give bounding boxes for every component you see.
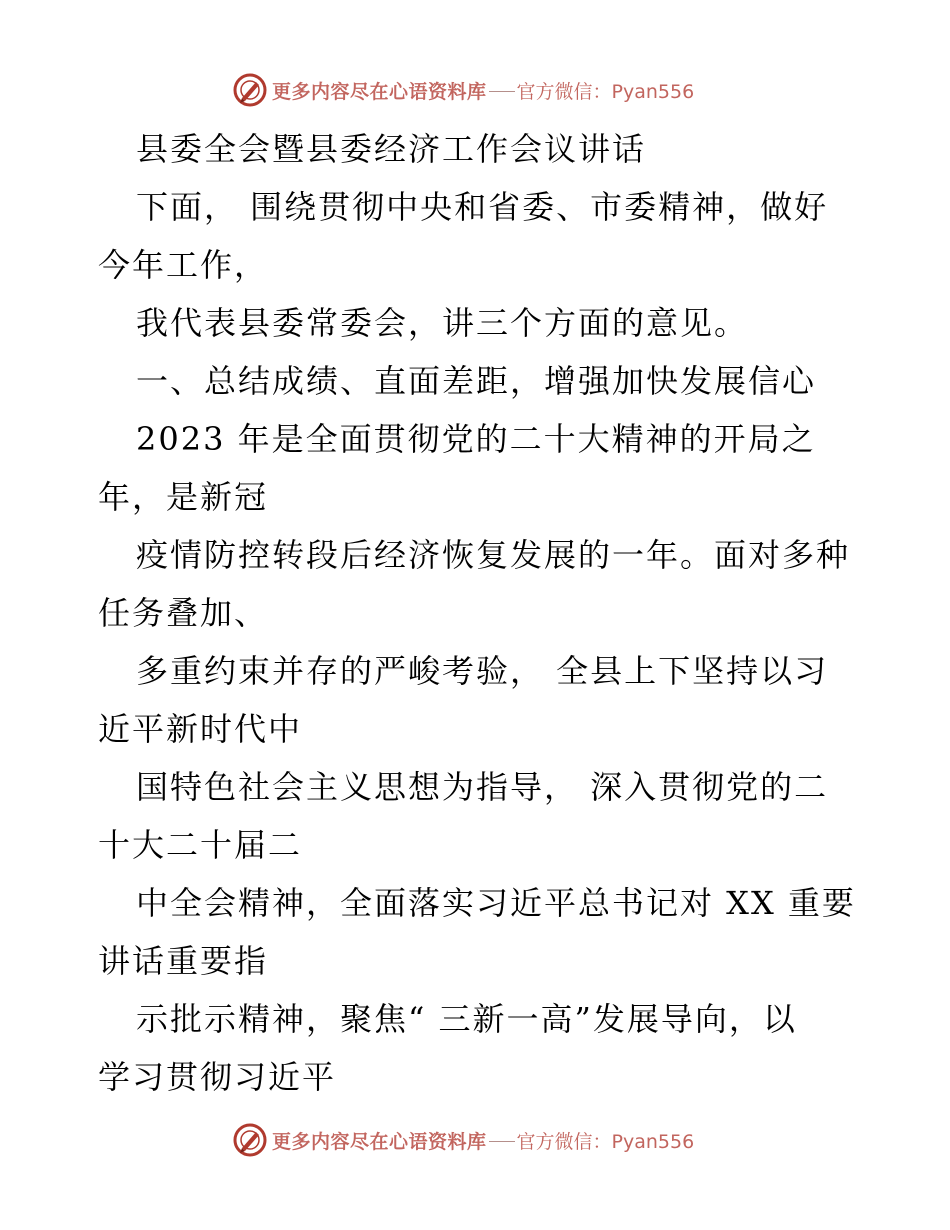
watermark-wechat-text: 官方微信：Pyan556 (516, 1130, 695, 1153)
watermark-site-text: 更多内容尽在心语资料库 (272, 1130, 487, 1153)
watermark-separator (489, 91, 515, 92)
paragraph-line: 示批示精神，聚焦“ 三新一高”发展导向，以 (136, 1000, 797, 1038)
paragraph-line: 学习贯彻习近平 (98, 1058, 337, 1096)
paragraph-line: 十大二十届二 (98, 826, 303, 864)
document-title: 县委全会暨县委经济工作会议讲话 (136, 130, 647, 168)
paragraph-line: 2023 年是全面贯彻党的二十大精神的开局之 (136, 420, 816, 458)
paragraph-line: 国特色社会主义思想为指导， 深入贯彻党的二 (136, 768, 829, 806)
paragraph-line: 疫情防控转段后经济恢复发展的一年。面对多种 (136, 536, 851, 574)
paragraph-line: 今年工作， (98, 246, 269, 284)
paragraph-line: 我代表县委常委会，讲三个方面的意见。 (136, 304, 749, 342)
watermark-banner-top (232, 72, 694, 108)
paragraph-line: 任务叠加、 (98, 594, 269, 632)
paragraph-line: 中全会精神，全面落实习近平总书记对 XX 重要 (136, 884, 856, 922)
paragraph-line: 近平新时代中 (98, 710, 303, 748)
paragraph-line: 多重约束并存的严峻考验， 全县上下坚持以习 (136, 652, 829, 690)
watermark-wechat-text: 官方微信：Pyan556 (516, 80, 695, 103)
section-heading: 一、总结成绩、直面差距，增强加快发展信心 (136, 362, 817, 400)
watermark-site-text: 更多内容尽在心语资料库 (272, 80, 487, 103)
pen-logo-icon (232, 72, 268, 108)
paragraph-line: 下面， 围绕贯彻中央和省委、市委精神，做好 (136, 188, 829, 226)
paragraph-line: 年，是新冠 (98, 478, 269, 516)
document-body (98, 120, 858, 1106)
watermark-separator (489, 1141, 515, 1142)
watermark-banner-bottom (232, 1122, 694, 1158)
paragraph-line: 讲话重要指 (98, 942, 269, 980)
pen-logo-icon (232, 1122, 268, 1158)
